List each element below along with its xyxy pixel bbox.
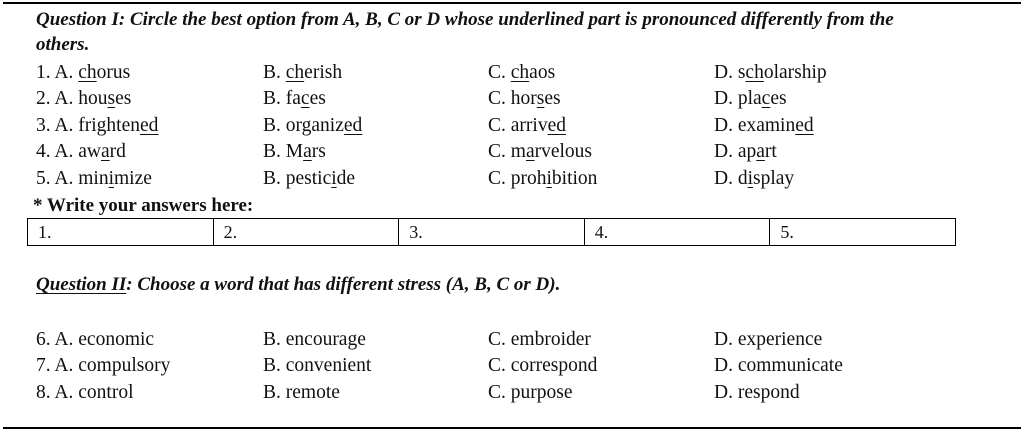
q1-option-4-B[interactable] xyxy=(263,139,326,165)
underlined-part: ch xyxy=(745,62,764,83)
answer-cell-5[interactable]: 5. xyxy=(770,219,956,246)
option-text: C. hor xyxy=(488,88,537,110)
q2-option-7-A[interactable]: 7. A. compulsory xyxy=(36,355,171,377)
option-text: B. xyxy=(263,62,286,83)
underlined-part: i xyxy=(331,167,337,189)
option-text: rd xyxy=(109,141,126,163)
write-answers-label: * Write your answers here: xyxy=(33,195,254,216)
question-2-instruction: : Choose a word that has different stress (A, B, C or D). xyxy=(126,274,561,295)
q2-option-8-C[interactable]: C. purpose xyxy=(488,381,573,403)
option-text: 1. A. xyxy=(36,62,79,83)
option-text: rt xyxy=(764,141,777,163)
option-text: bition xyxy=(551,167,598,189)
option-text: 4. A. aw xyxy=(36,141,101,163)
option-text: D. examin xyxy=(714,114,796,136)
q2-option-7-B[interactable]: B. convenient xyxy=(263,355,372,377)
underlined-part: a xyxy=(101,141,110,163)
q1-option-1-C[interactable] xyxy=(488,60,555,86)
q1-option-5-D[interactable] xyxy=(714,166,794,192)
underlined-part: a xyxy=(525,141,535,163)
underlined-part: c xyxy=(761,88,771,110)
underlined-part: ch xyxy=(285,62,305,83)
option-text: de xyxy=(336,167,356,189)
q1-option-3-C[interactable] xyxy=(488,113,566,139)
option-text: 5. A. min xyxy=(36,167,109,189)
q1-option-2-A[interactable] xyxy=(36,86,131,112)
underlined-part: i xyxy=(747,167,754,189)
option-text: rvelous xyxy=(534,141,592,163)
answer-table xyxy=(27,218,956,246)
q1-option-1-B[interactable] xyxy=(263,60,342,86)
option-text: es xyxy=(309,88,326,110)
question-2-lead: Question II xyxy=(36,274,127,295)
q2-option-6-C[interactable]: C. embroider xyxy=(488,329,591,350)
option-text: D. ap xyxy=(714,141,757,163)
option-text: B. M xyxy=(263,141,304,163)
question-1-title: Question I: Circle the best option from A, B, C or D whose underlined part is pronounced differently from the others. xyxy=(36,9,894,55)
q1-option-3-B[interactable] xyxy=(263,113,362,139)
q2-option-7-D[interactable]: D. communicate xyxy=(714,355,843,377)
answer-cell-2[interactable]: 2. xyxy=(213,219,399,246)
option-text: aos xyxy=(529,62,556,83)
q1-option-5-C[interactable] xyxy=(488,166,597,192)
q1-option-5-B[interactable] xyxy=(263,166,355,192)
underlined-part: ed xyxy=(343,114,363,136)
underlined-part: a xyxy=(756,141,765,163)
q2-option-7-C[interactable]: C. correspond xyxy=(488,355,598,377)
answer-cell-1[interactable]: 1. xyxy=(28,219,214,246)
worksheet xyxy=(3,2,1021,429)
underlined-part: i xyxy=(546,167,552,189)
option-text: es xyxy=(544,88,561,110)
underlined-part: ch xyxy=(78,62,97,83)
q2-option-8-D[interactable]: D. respond xyxy=(714,381,800,403)
option-text: C. xyxy=(488,62,511,83)
q1-option-2-D[interactable] xyxy=(714,86,787,112)
q1-option-5-A[interactable] xyxy=(36,166,152,192)
option-text: C. arriv xyxy=(488,114,548,136)
underlined-part: ed xyxy=(795,114,814,136)
answer-cell-4[interactable]: 4. xyxy=(584,219,770,246)
q1-option-2-B[interactable] xyxy=(263,86,326,112)
option-text: C. m xyxy=(488,141,526,163)
q1-option-4-C[interactable] xyxy=(488,139,592,165)
underlined-part: s xyxy=(536,88,545,110)
question-2-title xyxy=(36,274,560,296)
option-text: es xyxy=(115,88,132,110)
q2-option-6-D[interactable]: D. experience xyxy=(714,329,823,350)
q2-option-6-B[interactable]: B. encourage xyxy=(263,329,366,350)
option-text: C. proh xyxy=(488,167,547,189)
q1-option-1-D[interactable] xyxy=(714,60,827,86)
underlined-part: ch xyxy=(510,62,530,83)
option-text: olarship xyxy=(763,62,827,83)
q2-option-8-B[interactable]: B. remote xyxy=(263,381,340,403)
option-text: D. s xyxy=(714,62,746,83)
underlined-part: ed xyxy=(139,114,159,136)
option-text: orus xyxy=(96,62,131,83)
q1-option-4-A[interactable] xyxy=(36,139,126,165)
option-text: D. d xyxy=(714,167,748,189)
q1-option-2-C[interactable] xyxy=(488,86,561,112)
q1-option-3-A[interactable] xyxy=(36,113,158,139)
q2-option-8-A[interactable]: 8. A. control xyxy=(36,381,134,403)
answer-cell-3[interactable]: 3. xyxy=(399,219,585,246)
option-text: B. pestic xyxy=(263,167,332,189)
q1-option-3-D[interactable] xyxy=(714,113,814,139)
option-text: rs xyxy=(311,141,326,163)
option-text: 3. A. frighten xyxy=(36,114,140,136)
underlined-part: s xyxy=(107,88,116,110)
option-text: mize xyxy=(114,167,152,189)
underlined-part: c xyxy=(300,88,310,110)
q1-option-4-D[interactable] xyxy=(714,139,777,165)
option-text: 2. A. hou xyxy=(36,88,108,110)
option-text: B. organiz xyxy=(263,114,344,136)
q1-option-1-A[interactable] xyxy=(36,60,130,86)
option-text: es xyxy=(770,88,787,110)
underlined-part: a xyxy=(303,141,312,163)
option-text: erish xyxy=(304,62,343,83)
q2-option-6-A[interactable]: 6. A. economic xyxy=(36,329,155,350)
option-text: B. fa xyxy=(263,88,301,110)
underlined-part: i xyxy=(108,167,115,189)
underlined-part: ed xyxy=(547,114,566,136)
option-text: splay xyxy=(753,167,795,189)
option-text: D. pla xyxy=(714,88,762,110)
